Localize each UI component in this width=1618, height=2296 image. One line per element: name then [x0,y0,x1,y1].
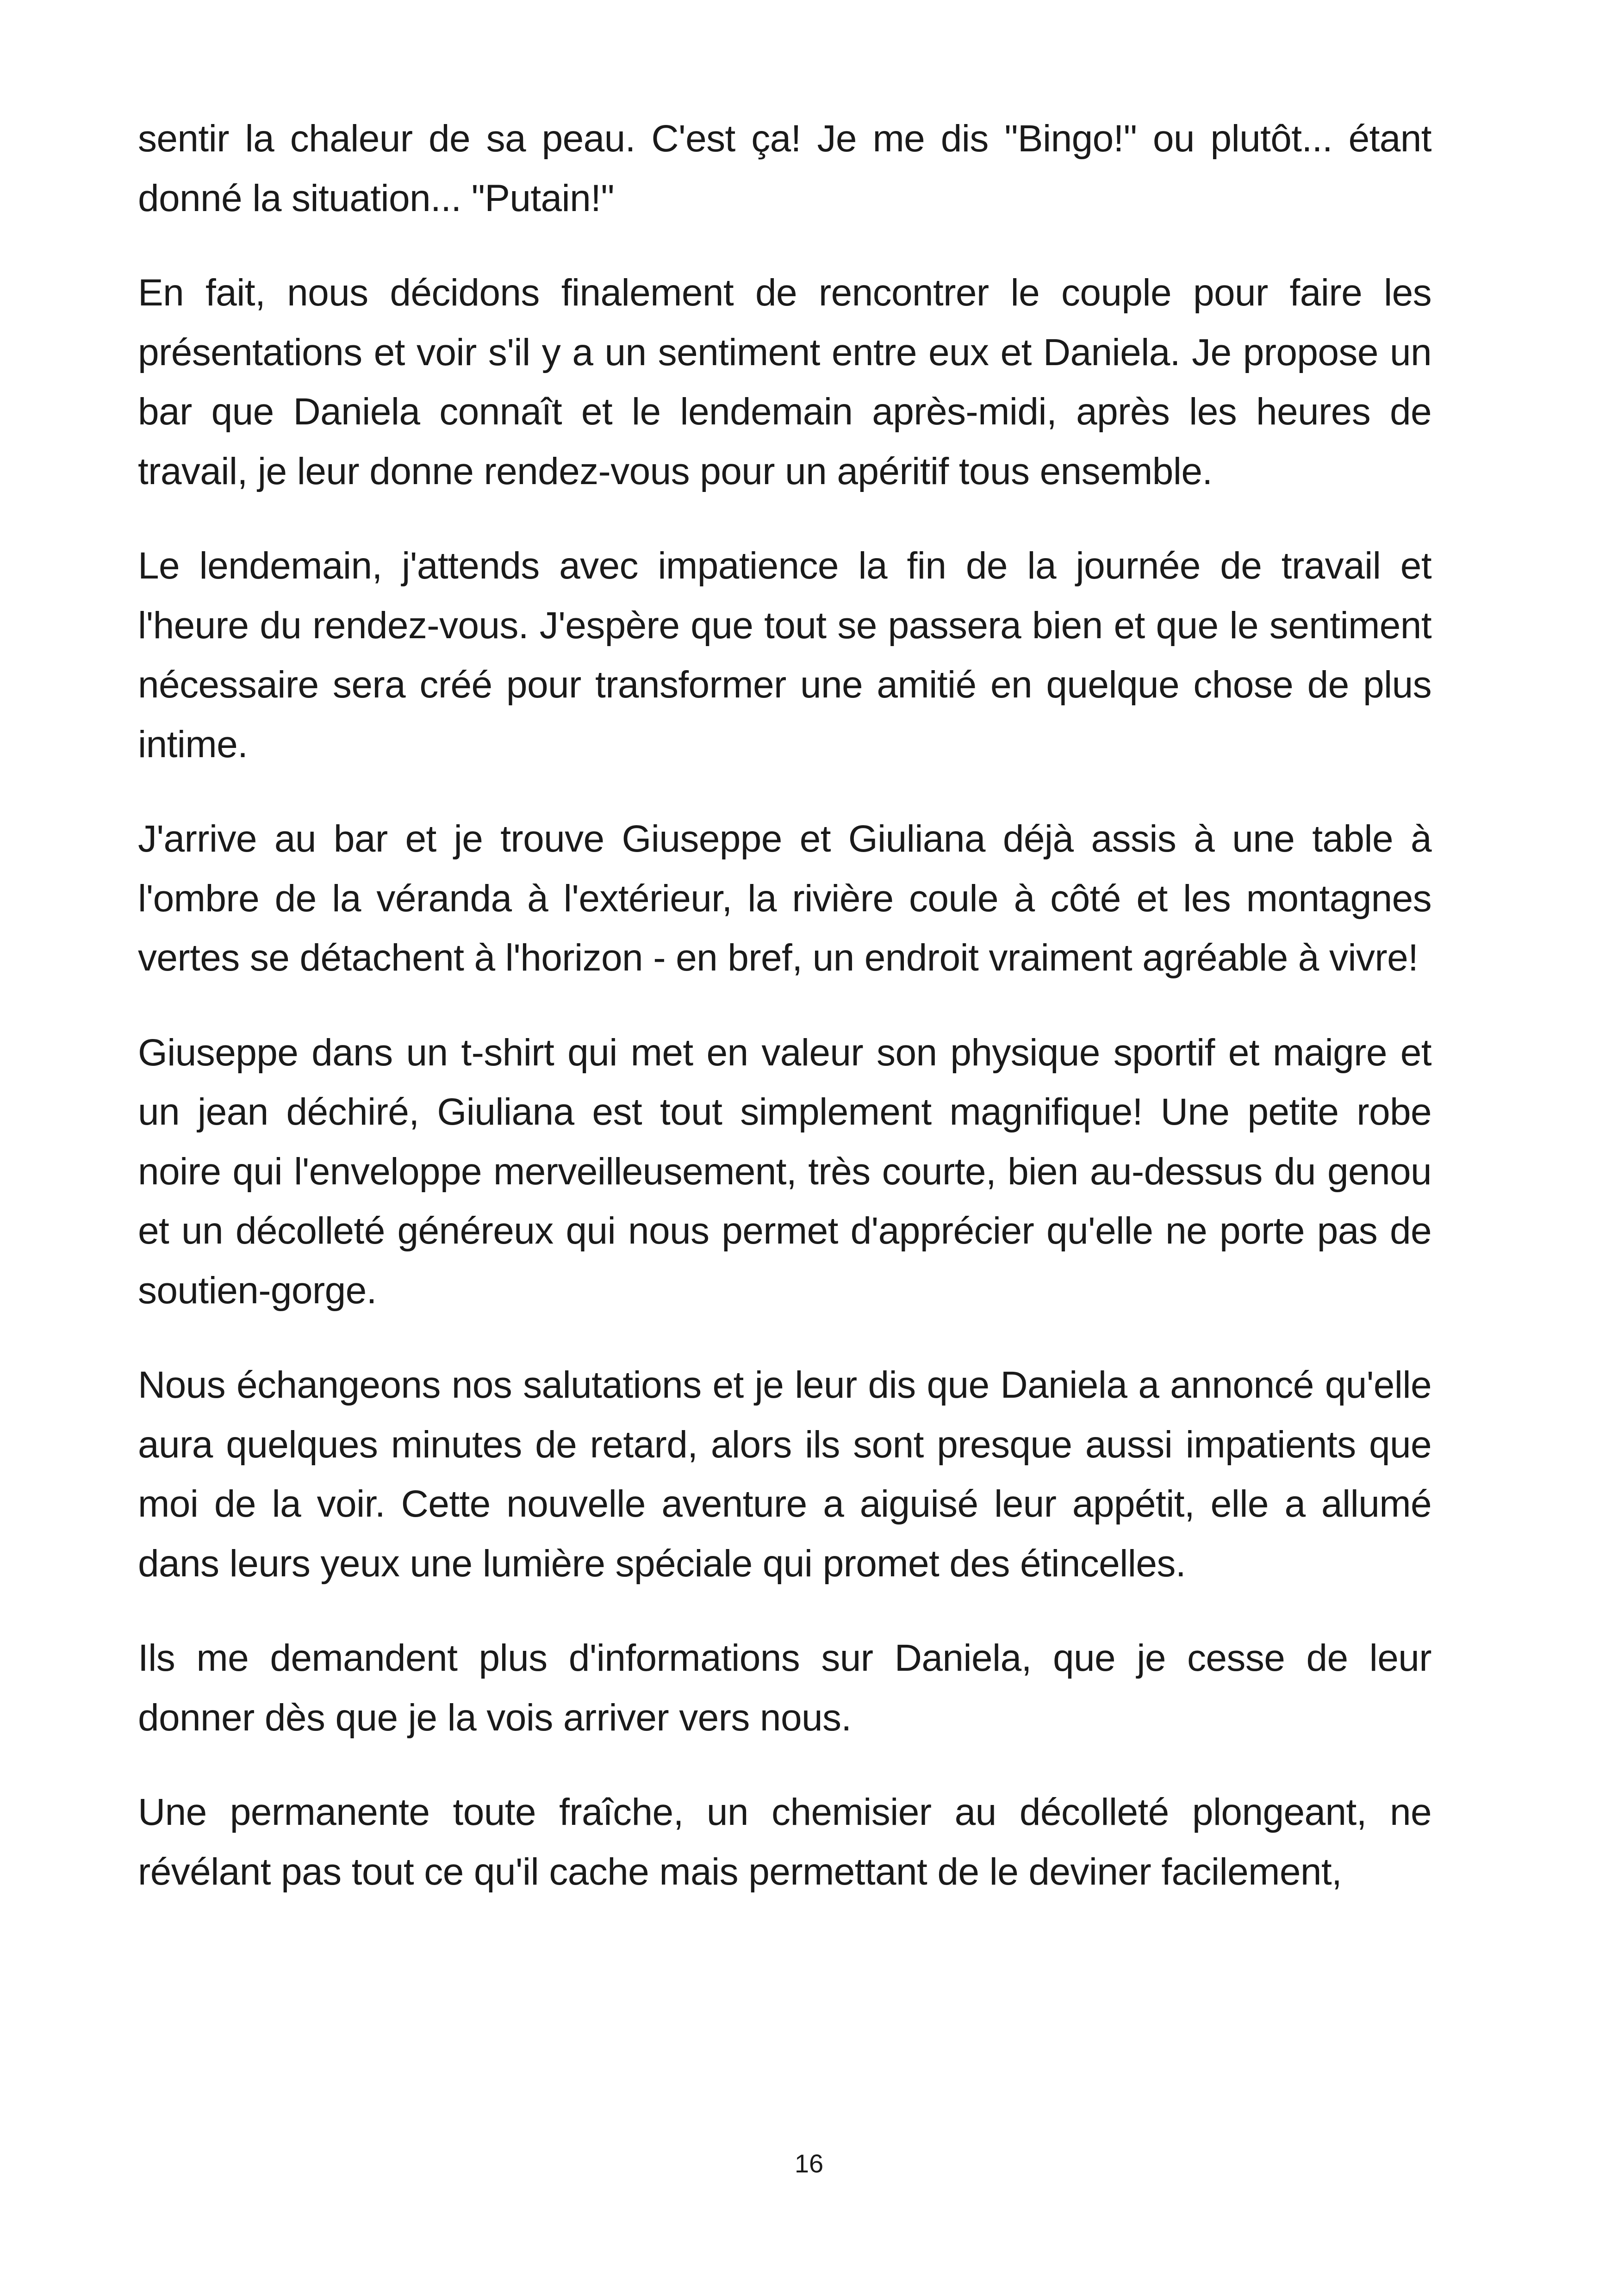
paragraph: Giuseppe dans un t-shirt qui met en valeur son physique sportif et maigre et un jean déchiré, Giuliana est tout simplement magnifique! Une petite robe noire qui l'enveloppe merveilleusement, très courte, bien au-dessus du genou et un décolleté généreux qui nous permet d'apprécier qu'elle ne porte pas de soutien-gorge. [138,1031,1431,1312]
paragraph: Une permanente toute fraîche, un chemisier au décolleté plongeant, ne révélant pas tout ce qu'il cache mais permettant de le deviner facilement, [138,1791,1431,1893]
body-text [138,109,1431,1902]
paragraph: J'arrive au bar et je trouve Giuseppe et Giuliana déjà assis à une table à l'ombre de la véranda à l'extérieur, la rivière coule à côté et les montagnes vertes se détachent à l'horizon - en bref, un endroit vraiment agréable à vivre! [138,818,1431,979]
paragraph: Le lendemain, j'attends avec impatience la fin de la journée de travail et l'heure du rendez-vous. J'espère que tout se passera bien et que le sentiment nécessaire sera créé pour transformer une amitié en quelque chose de plus intime. [138,545,1431,765]
paragraph: sentir la chaleur de sa peau. C'est ça! Je me dis "Bingo!" ou plutôt... étant donné la situation... "Putain!" [138,118,1431,219]
page-number: 16 [794,2149,824,2178]
paragraph: En fait, nous décidons finalement de rencontrer le couple pour faire les présentations et voir s'il y a un sentiment entre eux et Daniela. Je propose un bar que Daniela connaît et le lendemain après-midi, après les heures de travail, je leur donne rendez-vous pour un apéritif tous ensemble. [138,272,1431,492]
paragraph: Nous échangeons nos salutations et je leur dis que Daniela a annoncé qu'elle aura quelques minutes de retard, alors ils sont presque aussi impatients que moi de la voir. Cette nouvelle aventure a aiguisé leur appétit, elle a allumé dans leurs yeux une lumière spéciale qui promet des étincelles. [138,1364,1431,1585]
paragraph: Ils me demandent plus d'informations sur Daniela, que je cesse de leur donner dès que je la vois arriver vers nous. [138,1637,1431,1739]
